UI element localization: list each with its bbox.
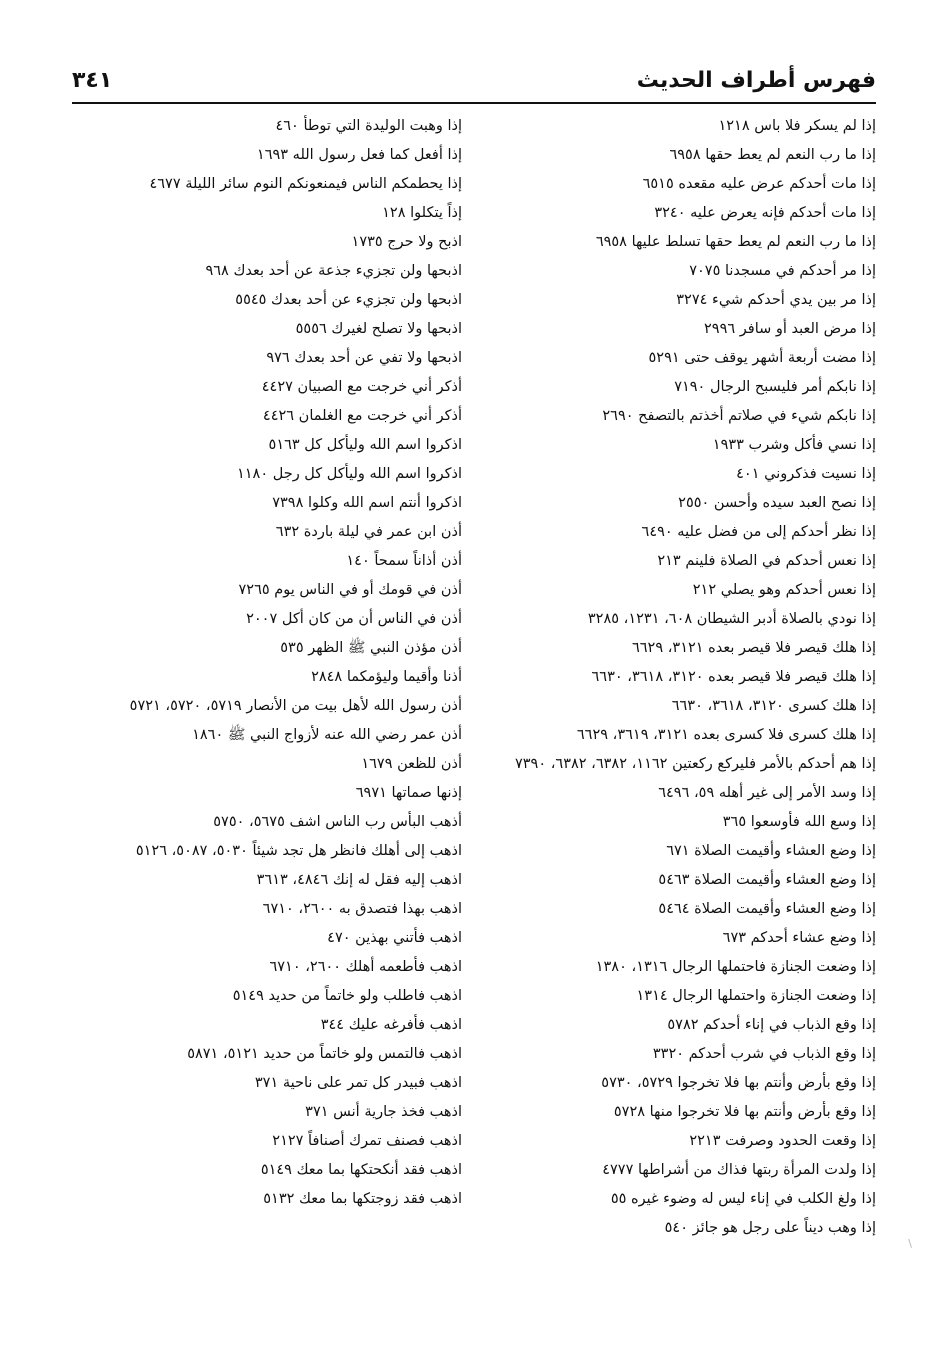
index-entry: أذن أذاناً سمحاً ١٤٠ <box>346 553 462 569</box>
index-entry: إذا وسع الله فأوسعوا ٣٦٥ <box>722 814 876 830</box>
index-entry: إذا وقع الذباب في شرب أحدكم ٣٣٢٠ <box>652 1046 876 1062</box>
index-entry: إذا نابكم أمر فليسبح الرجال ٧١٩٠ <box>674 379 876 395</box>
index-entry: اذبح ولا حرج ١٧٣٥ <box>351 234 462 250</box>
index-entry: إذا نابكم شيء في صلاتم أخذتم بالتصفح ٢٦٩٠ <box>602 408 876 424</box>
index-entry: اذكروا اسم الله وليأكل كل ٥١٦٣ <box>268 437 462 453</box>
index-entry: إذا وضع العشاء وأقيمت الصلاة ٥٤٦٤ <box>658 901 876 917</box>
index-entry: إذا هلك قيصر فلا قيصر بعده ٣١٢٠، ٣٦١٨، ٦٦٣٠ <box>591 669 876 685</box>
index-entry: إذا وقع بأرض وأنتم بها فلا تخرجوا ٥٧٢٩، ٥٧٣٠ <box>601 1075 876 1091</box>
index-entry: أذن ابن عمر في ليلة باردة ٦٣٢ <box>275 524 462 540</box>
index-entry: إذا نصح العبد سيده وأحسن ٢٥٥٠ <box>678 495 876 511</box>
index-entry: اذكروا اسم الله وليأكل كل رجل ١١٨٠ <box>236 466 462 482</box>
index-entry: اذبحها ولا تصلح لغيرك ٥٥٥٦ <box>295 321 462 337</box>
index-entry: اذهب فبيدر كل تمر على ناحية ٣٧١ <box>254 1075 462 1091</box>
index-entry: إذا وضعت الجنازة واحتملها الرجال ١٣١٤ <box>636 988 876 1004</box>
index-entry: إذا وضع العشاء وأقيمت الصلاة ٥٤٦٣ <box>658 872 876 888</box>
index-entry: إذا نسيت فذكروني ٤٠١ <box>736 466 876 482</box>
index-entry: اذهب فقد زوجتكها بما معك ٥١٣٢ <box>263 1191 462 1207</box>
header-rule <box>72 102 876 104</box>
page-number: ٣٤١ <box>72 68 113 93</box>
running-head <box>72 60 876 96</box>
index-entry: إذا هلك قيصر فلا قيصر بعده ٣١٢١، ٦٦٢٩ <box>631 640 876 656</box>
index-entry: اذهب فصنف تمرك أصنافاً ٢١٢٧ <box>272 1133 462 1149</box>
index-entry: إذا وهبت الوليدة التي توطأ ٤٦٠ <box>275 118 462 134</box>
index-entry: إذا وضعت الجنازة فاحتملها الرجال ١٣١٦، ١٣٨٠ <box>595 959 876 975</box>
index-entry: إذا مات أحدكم عرض عليه مقعده ٦٥١٥ <box>642 176 876 192</box>
index-entry: إذا نعس أحدكم في الصلاة فلينم ٢١٣ <box>657 553 876 569</box>
index-entry: إذا هم أحدكم بالأمر فليركع ركعتين ١١٦٢، ٦٣٨٢، ٦٣٨٢، ٧٣٩٠ <box>514 756 876 772</box>
index-entry: أذنا وأقيما وليؤمكما ٢٨٤٨ <box>311 669 462 685</box>
index-entry: اذبحها ولن تجزيء عن أحد بعدك ٥٥٤٥ <box>235 292 462 308</box>
index-entry: أذن للظعن ١٦٧٩ <box>361 756 462 772</box>
index-entry: أذن عمر رضي الله عنه لأزواج النبي ﷺ ١٨٦٠ <box>192 727 462 743</box>
index-column-right <box>490 112 876 1243</box>
index-entry: إذاً يتكلوا ١٢٨ <box>382 205 462 221</box>
index-entry: إذا ما رب النعم لم يعط حقها تسلط عليها ٦٩٥٨ <box>595 234 876 250</box>
index-entry: إذا مر أحدكم في مسجدنا ٧٠٧٥ <box>689 263 876 279</box>
index-entry: إذا يحطمكم الناس فيمنعونكم النوم سائر الليلة ٤٦٧٧ <box>149 176 462 192</box>
index-entry: إذا وهب ديناً على رجل هو جائز ٥٤٠ <box>664 1220 876 1236</box>
index-entry: أذن في قومك أو في الناس يوم ٧٢٦٥ <box>238 582 462 598</box>
index-entry: اذهب فالتمس ولو خاتماً من حديد ٥١٢١، ٥٨٧١ <box>187 1046 462 1062</box>
index-column-left <box>60 112 462 1214</box>
index-entry: اذهب فخذ جارية أنس ٣٧١ <box>305 1104 462 1120</box>
index-entry: إذا وضع عشاء أحدكم ٦٧٣ <box>722 930 876 946</box>
index-entry: اذهب فأطعمه أهلك ٢٦٠٠، ٦٧١٠ <box>269 959 462 975</box>
index-entry: إذا وقع بأرض وأنتم بها فلا تخرجوا منها ٥٧٢٨ <box>613 1104 876 1120</box>
index-entry: إذا مرض العبد أو سافر ٢٩٩٦ <box>704 321 876 337</box>
index-entry: أذن في الناس أن من كان أكل ٢٠٠٧ <box>246 611 462 627</box>
index-entry: إذا نعس أحدكم وهو يصلي ٢١٢ <box>692 582 876 598</box>
index-entry: اذهب بهذا فتصدق به ٢٦٠٠، ٦٧١٠ <box>262 901 462 917</box>
index-entry: اذهب إليه فقل له إنك ٤٨٤٦، ٣٦١٣ <box>256 872 462 888</box>
index-entry: إذا لم يسكر فلا باس ١٢١٨ <box>718 118 876 134</box>
index-entry: اذهب فأتني بهذين ٤٧٠ <box>327 930 462 946</box>
index-entry: اذهب فقد أنكحتكها بما معك ٥١٤٩ <box>260 1162 462 1178</box>
index-entry: إذا ولغ الكلب في إناء ليس له وضوء غيره ٥٥ <box>610 1191 876 1207</box>
index-entry: أذن رسول الله لأهل بيت من الأنصار ٥٧١٩، ٥٧٢٠، ٥٧٢١ <box>129 698 462 714</box>
index-entry: إذا مر بين يدي أحدكم شيء ٣٢٧٤ <box>676 292 876 308</box>
page-title: فهرس أطراف الحديث <box>636 68 876 93</box>
index-entry: إذا وقع الذباب في إناء أحدكم ٥٧٨٢ <box>667 1017 876 1033</box>
index-entry: اذهب فاطلب ولو خاتماً من حديد ٥١٤٩ <box>232 988 462 1004</box>
index-entry: إذا مات أحدكم فإنه يعرض عليه ٣٢٤٠ <box>654 205 876 221</box>
index-entry: اذبحها ولن تجزيء جذعة عن أحد بعدك ٩٦٨ <box>205 263 462 279</box>
index-entry: إذا هلك كسرى فلا كسرى بعده ٣١٢١، ٣٦١٩، ٦٦٢٩ <box>576 727 876 743</box>
index-entry: أذن مؤذن النبي ﷺ الظهر ٥٣٥ <box>280 640 462 656</box>
index-entry: إذا نسي فأكل وشرب ١٩٣٣ <box>712 437 876 453</box>
index-entry: إذا ولدت المرأة ربتها فذاك من أشراطها ٤٧٧٧ <box>602 1162 876 1178</box>
margin-mark: \ <box>908 1237 912 1250</box>
index-entry: إذا أفعل كما فعل رسول الله ١٦٩٣ <box>256 147 462 163</box>
index-entry: اذهب فأفرغه عليك ٣٤٤ <box>320 1017 462 1033</box>
index-entry: إذنها صماتها ٦٩٧١ <box>355 785 462 801</box>
index-entry: أذكر أني خرجت مع الصبيان ٤٤٢٧ <box>261 379 462 395</box>
index-entry: إذا هلك كسرى ٣١٢٠، ٣٦١٨، ٦٦٣٠ <box>671 698 876 714</box>
index-entry: إذا وقعت الحدود وصرفت ٢٢١٣ <box>689 1133 876 1149</box>
index-entry: إذا مضت أربعة أشهر يوقف حتى ٥٢٩١ <box>648 350 876 366</box>
index-entry: إذا ما رب النعم لم يعط حقها ٦٩٥٨ <box>669 147 876 163</box>
index-entry: أذكر أني خرجت مع الغلمان ٤٤٢٦ <box>262 408 462 424</box>
index-entry: أذهب البأس رب الناس اشف ٥٦٧٥، ٥٧٥٠ <box>213 814 462 830</box>
index-entry: إذا نظر أحدكم إلى من فضل عليه ٦٤٩٠ <box>641 524 876 540</box>
index-entry: إذا نودي بالصلاة أدبر الشيطان ٦٠٨، ١٢٣١، ٣٢٨٥ <box>587 611 876 627</box>
index-entry: إذا وسد الأمر إلى غير أهله ٥٩، ٦٤٩٦ <box>658 785 876 801</box>
index-entry: اذبحها ولا تفي عن أحد بعدك ٩٧٦ <box>266 350 462 366</box>
index-entry: اذهب إلى أهلك فانظر هل تجد شيئاً ٥٠٣٠، ٥٠٨٧، ٥١٢٦ <box>135 843 462 859</box>
index-entry: إذا وضع العشاء وأقيمت الصلاة ٦٧١ <box>666 843 876 859</box>
index-entry: اذكروا أنتم اسم الله وكلوا ٧٣٩٨ <box>272 495 462 511</box>
